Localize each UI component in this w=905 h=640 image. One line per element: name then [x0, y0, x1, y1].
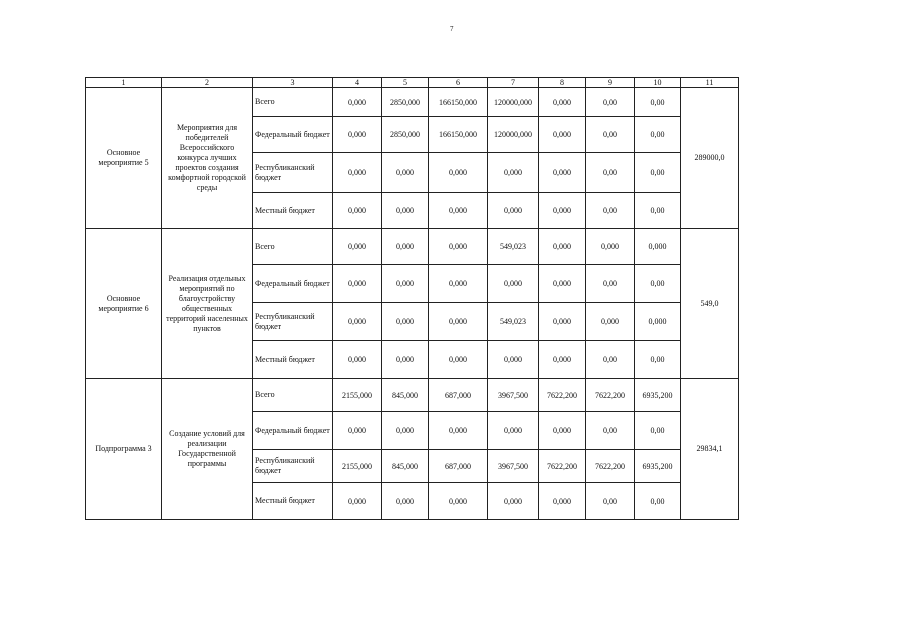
- value-cell: 0,000: [333, 483, 382, 520]
- value-cell: 6935,200: [635, 450, 681, 483]
- column-number-1: 1: [86, 78, 162, 88]
- value-cell: 0,000: [488, 412, 539, 450]
- program-description-cell: Мероприятия для победителей Всероссийского конкурса лучших проектов создания комфортной городской среды: [162, 88, 253, 229]
- column-number-6: 6: [429, 78, 488, 88]
- value-cell: 0,000: [539, 193, 586, 229]
- value-cell: 0,00: [586, 412, 635, 450]
- column-number-5: 5: [382, 78, 429, 88]
- table-body: [86, 88, 739, 520]
- value-cell: 0,000: [382, 193, 429, 229]
- value-cell: 0,000: [539, 303, 586, 341]
- funding-source-cell: Республиканский бюджет: [253, 153, 333, 193]
- value-cell: 2155,000: [333, 450, 382, 483]
- value-cell: 0,000: [539, 341, 586, 379]
- value-cell: 0,000: [333, 193, 382, 229]
- value-cell: 0,000: [539, 153, 586, 193]
- value-cell: 0,000: [382, 153, 429, 193]
- value-cell: 7622,200: [586, 379, 635, 412]
- value-cell: 0,000: [382, 303, 429, 341]
- value-cell: 0,00: [635, 341, 681, 379]
- value-cell: 0,000: [429, 153, 488, 193]
- value-cell: 0,000: [539, 265, 586, 303]
- value-cell: 0,00: [586, 193, 635, 229]
- value-cell: 166150,000: [429, 88, 488, 117]
- value-cell: 2850,000: [382, 88, 429, 117]
- value-cell: 0,000: [333, 229, 382, 265]
- funding-source-cell: Местный бюджет: [253, 483, 333, 520]
- value-cell: 120000,000: [488, 117, 539, 153]
- value-cell: 3967,500: [488, 450, 539, 483]
- column-number-2: 2: [162, 78, 253, 88]
- value-cell: 0,000: [333, 88, 382, 117]
- value-cell: 0,000: [539, 117, 586, 153]
- funding-source-cell: Республиканский бюджет: [253, 303, 333, 341]
- value-cell: 0,00: [586, 88, 635, 117]
- value-cell: 0,00: [586, 341, 635, 379]
- program-description-cell: Реализация отдельных мероприятий по благоустройству общественных территорий населенных пунктов: [162, 229, 253, 379]
- value-cell: 6935,200: [635, 379, 681, 412]
- value-cell: 0,000: [635, 229, 681, 265]
- column-number-7: 7: [488, 78, 539, 88]
- value-cell: 7622,200: [539, 379, 586, 412]
- table-row: [86, 229, 739, 265]
- program-name-cell: Основное мероприятие 6: [86, 229, 162, 379]
- value-cell: 0,000: [333, 341, 382, 379]
- value-cell: 0,000: [429, 229, 488, 265]
- value-cell: 0,000: [429, 303, 488, 341]
- value-cell: 0,000: [488, 483, 539, 520]
- value-cell: 0,000: [333, 117, 382, 153]
- value-cell: 0,000: [488, 193, 539, 229]
- value-cell: 2155,000: [333, 379, 382, 412]
- funding-source-cell: Федеральный бюджет: [253, 265, 333, 303]
- value-cell: 0,000: [382, 483, 429, 520]
- column-number-10: 10: [635, 78, 681, 88]
- value-cell: 2850,000: [382, 117, 429, 153]
- value-cell: 845,000: [382, 450, 429, 483]
- funding-source-cell: Всего: [253, 88, 333, 117]
- value-cell: 687,000: [429, 379, 488, 412]
- value-cell: 0,00: [635, 117, 681, 153]
- funding-source-cell: Местный бюджет: [253, 341, 333, 379]
- table-row: [86, 88, 739, 117]
- value-cell: 0,00: [635, 412, 681, 450]
- value-cell: 3967,500: [488, 379, 539, 412]
- program-name-cell: Подпрограмма 3: [86, 379, 162, 520]
- value-cell: 0,00: [635, 153, 681, 193]
- budget-table: [85, 77, 739, 520]
- value-cell: 0,00: [586, 483, 635, 520]
- value-cell: 0,000: [488, 265, 539, 303]
- funding-source-cell: Федеральный бюджет: [253, 412, 333, 450]
- funding-source-cell: Федеральный бюджет: [253, 117, 333, 153]
- value-cell: 687,000: [429, 450, 488, 483]
- column-number-4: 4: [333, 78, 382, 88]
- value-cell: 0,00: [586, 117, 635, 153]
- value-cell: 0,00: [635, 265, 681, 303]
- total-cell: 289000,0: [681, 88, 739, 229]
- funding-source-cell: Республиканский бюджет: [253, 450, 333, 483]
- column-number-3: 3: [253, 78, 333, 88]
- value-cell: 7622,200: [586, 450, 635, 483]
- value-cell: 0,000: [488, 153, 539, 193]
- value-cell: 0,00: [586, 153, 635, 193]
- value-cell: 549,023: [488, 303, 539, 341]
- value-cell: 0,000: [429, 193, 488, 229]
- value-cell: 0,000: [539, 88, 586, 117]
- value-cell: 0,000: [429, 341, 488, 379]
- column-number-9: 9: [586, 78, 635, 88]
- value-cell: 120000,000: [488, 88, 539, 117]
- value-cell: 0,000: [382, 341, 429, 379]
- value-cell: 166150,000: [429, 117, 488, 153]
- funding-source-cell: Местный бюджет: [253, 193, 333, 229]
- value-cell: 0,000: [382, 412, 429, 450]
- funding-source-cell: Всего: [253, 379, 333, 412]
- value-cell: 0,000: [429, 265, 488, 303]
- value-cell: 0,00: [586, 265, 635, 303]
- value-cell: 0,00: [635, 483, 681, 520]
- table-row: [86, 379, 739, 412]
- value-cell: 0,000: [586, 229, 635, 265]
- value-cell: 0,000: [382, 265, 429, 303]
- value-cell: 0,000: [382, 229, 429, 265]
- column-number-11: 11: [681, 78, 739, 88]
- program-name-cell: Основное мероприятие 5: [86, 88, 162, 229]
- value-cell: 0,000: [586, 303, 635, 341]
- value-cell: 0,000: [539, 483, 586, 520]
- column-number-header: [86, 78, 739, 88]
- column-number-8: 8: [539, 78, 586, 88]
- value-cell: 0,000: [429, 412, 488, 450]
- value-cell: 0,000: [333, 412, 382, 450]
- value-cell: 0,00: [635, 88, 681, 117]
- value-cell: 0,000: [539, 229, 586, 265]
- program-description-cell: Создание условий для реализации Государственной программы: [162, 379, 253, 520]
- value-cell: 0,000: [333, 303, 382, 341]
- value-cell: 0,000: [635, 303, 681, 341]
- value-cell: 0,000: [333, 153, 382, 193]
- value-cell: 0,00: [635, 193, 681, 229]
- value-cell: 0,000: [539, 412, 586, 450]
- value-cell: 0,000: [429, 483, 488, 520]
- funding-source-cell: Всего: [253, 229, 333, 265]
- value-cell: 0,000: [488, 341, 539, 379]
- value-cell: 845,000: [382, 379, 429, 412]
- value-cell: 7622,200: [539, 450, 586, 483]
- value-cell: 549,023: [488, 229, 539, 265]
- total-cell: 29834,1: [681, 379, 739, 520]
- page-number: 7: [450, 25, 454, 33]
- total-cell: 549,0: [681, 229, 739, 379]
- value-cell: 0,000: [333, 265, 382, 303]
